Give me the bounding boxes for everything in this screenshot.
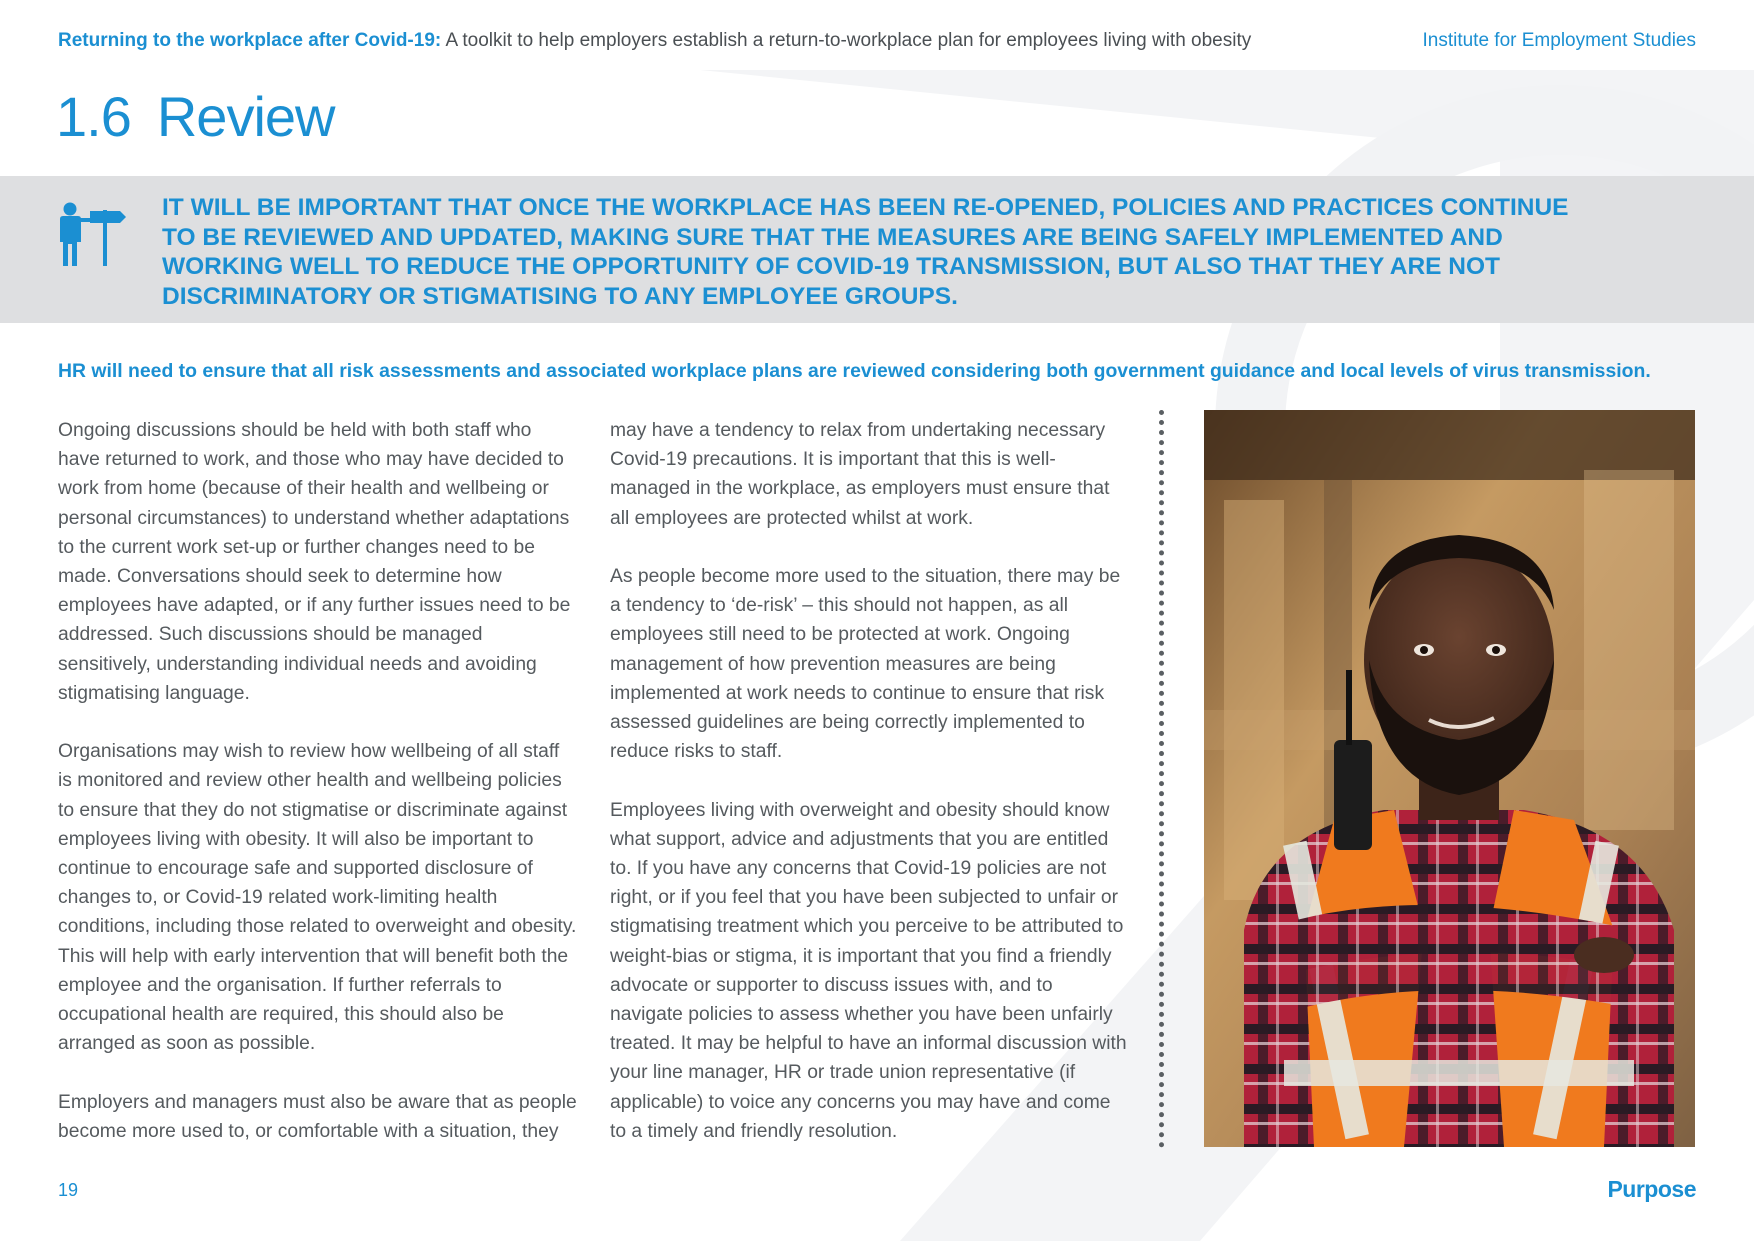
- organisation-name: Institute for Employment Studies: [1422, 30, 1696, 51]
- paragraph: Employees living with overweight and obesity should know what support, advice and adjustments that you are entitled to. If you have any concerns that Covid-19 policies are not right, or if you feel that you have been subjected to unfair or stigmatising treatment which you perceive to be attributed to weight-bias or stigma, it is important that you find a friendly advocate or supporter to discuss issues with, and to navigate policies to assess whether you have been unfairly treated. It may be helpful to have an informal discussion with your line manager, HR or trade union representative (if applicable) to voice any concerns you may have and come to a timely and friendly resolution.: [610, 799, 1127, 1142]
- purpose-logo: Purpose: [1607, 1176, 1696, 1202]
- text-column-2: [610, 416, 1130, 1175]
- document-title: Returning to the workplace after Covid-19:: [58, 30, 442, 51]
- section-number: 1.6: [56, 85, 131, 148]
- paragraph: may have a tendency to relax from undertaking necessary Covid-19 precautions. It is important that this is well-managed in the workplace, as employers must ensure that all employees are protected whilst at work.: [610, 420, 1110, 529]
- running-header: [58, 30, 1251, 52]
- dotted-divider: [1159, 410, 1164, 1148]
- signpost-person-icon: [56, 200, 128, 272]
- page-number: 19: [58, 1180, 79, 1200]
- text-column-1: [58, 416, 578, 1175]
- section-heading: [56, 84, 334, 149]
- worker-photo: [1204, 410, 1695, 1147]
- document-subtitle: A toolkit to help employers establish a return-to-workplace plan for employees living with obesity: [445, 30, 1252, 51]
- lead-paragraph: HR will need to ensure that all risk assessments and associated workplace plans are reviewed considering both government guidance and local levels of virus transmission.: [58, 360, 1651, 382]
- section-title: Review: [156, 85, 335, 148]
- paragraph: As people become more used to the situation, there may be a tendency to ‘de-risk’ – this should not happen, as all employees still need to be protected at work. Ongoing management of how prevention measures are being implemented at work needs to continue to ensure that risk assessed guidelines are being correctly implemented to reduce risks to staff.: [610, 566, 1121, 763]
- paragraph: Ongoing discussions should be held with both staff who have returned to work, and those who may have decided to work from home (because of their health and wellbeing or personal circumstances) to understand whether adaptations to the current work set-up or further changes need to be made. Conversations should seek to determine how employees have adapted, or if any further issues need to be addressed. Such discussions should be managed sensitively, understanding individual needs and avoiding stigmatising language.: [58, 420, 571, 704]
- paragraph: Organisations may wish to review how wellbeing of all staff is monitored and review other health and wellbeing policies to ensure that they do not stigmatise or discriminate against employees living with obesity. It will also be important to continue to encourage safe and supported disclosure of changes to, or Covid-19 related work-limiting health conditions, including those related to overweight and obesity. This will help with early intervention that will benefit both the employee and the organisation. If further referrals to occupational health are required, this should also be arranged as soon as possible.: [58, 741, 577, 1055]
- paragraph: Employers and managers must also be aware that as people become more used to, or comfortable with a situation, they: [58, 1091, 577, 1142]
- callout-text: IT WILL BE IMPORTANT THAT ONCE THE WORKPLACE HAS BEEN RE-OPENED, POLICIES AND PRACTICES CONTINUE TO BE REVIEWED AND UPDATED, MAKING SURE THAT THE MEASURES ARE BEING SAFELY IMPLEMENTED AND WORKING WELL TO REDUCE THE OPPORTUNITY OF COVID-19 TRANSMISSION, BUT ALSO THAT THEY ARE NOT DISCRIMINATORY OR STIGMATISING TO ANY EMPLOYEE GROUPS.: [162, 194, 1569, 310]
